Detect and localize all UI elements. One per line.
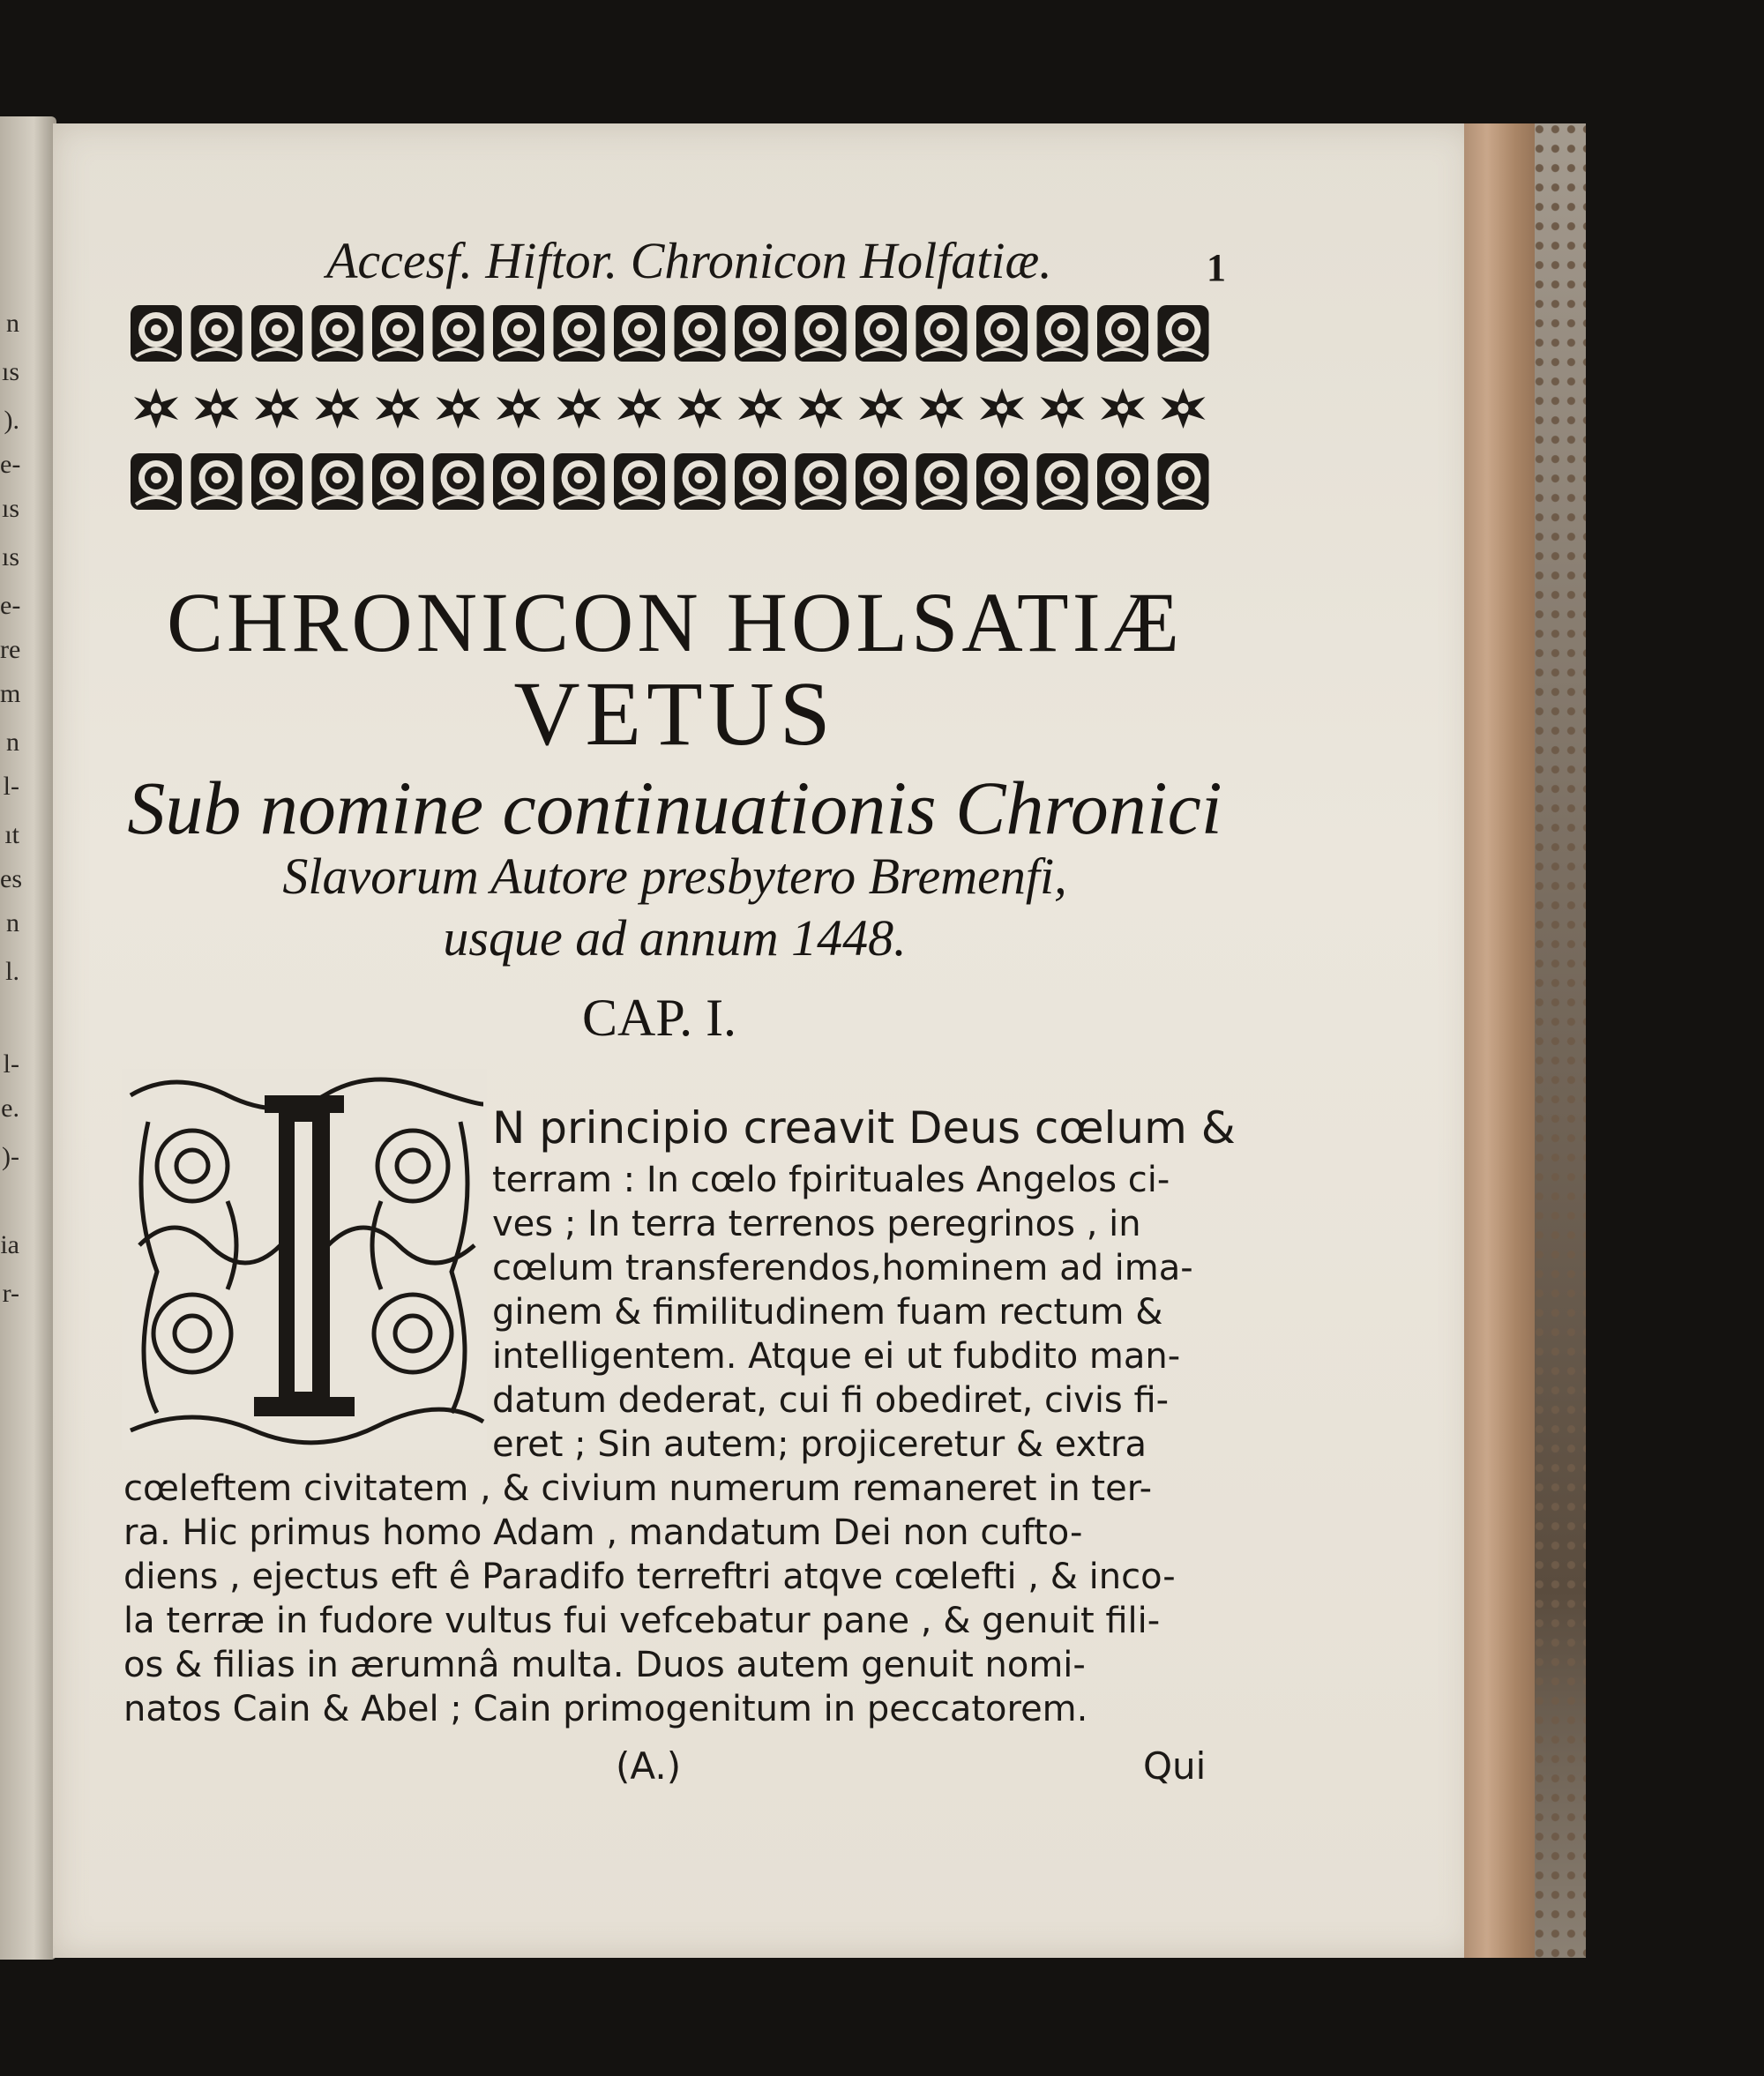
body-line: cœlum transferendos,hominem ad ima- (492, 1248, 1193, 1288)
page-number: 1 (1207, 246, 1226, 289)
subtitle-line-1: Sub nomine continuationis Chronici (127, 765, 1222, 850)
flower-ornament (312, 305, 363, 362)
facing-page-fragment: ). (4, 406, 19, 435)
subtitle-line-3: usque ad annum 1448. (443, 909, 907, 967)
body-line: terram : In cœlo fpirituales Angelos ci- (492, 1160, 1170, 1200)
catchword: Qui (1143, 1744, 1207, 1788)
body-line: ginem & fimilitudinem fuam rectum & (492, 1292, 1163, 1333)
star-ornament (554, 386, 605, 429)
signature-mark: (A.) (616, 1744, 682, 1788)
flower-ornament (1097, 305, 1148, 362)
flower-ornament (1037, 305, 1088, 362)
flower-ornament (1158, 453, 1209, 510)
body-line: cœleftem civitatem , & civium numerum remaneret in ter- (123, 1468, 1153, 1509)
flower-ornament (433, 305, 484, 362)
flower-ornament (856, 305, 907, 362)
flower-ornament (191, 453, 243, 510)
running-head: Accesf. Hiftor. Chronicon Holfatiæ. (326, 232, 1052, 289)
facing-page-fragment: ıs (1, 357, 19, 386)
star-ornament (796, 386, 847, 429)
flower-ornament (735, 305, 786, 362)
facing-page-fragment: m (0, 679, 21, 708)
flower-ornament (916, 453, 968, 510)
facing-page-fragment: ıt (4, 820, 19, 849)
star-ornament (1097, 386, 1148, 429)
star-ornament (1158, 386, 1209, 429)
flower-ornament (675, 305, 726, 362)
body-line: ves ; In terra terrenos peregrinos , in (492, 1204, 1141, 1244)
flower-ornament (1037, 453, 1088, 510)
facing-page-fragment: r- (2, 1279, 19, 1308)
flower-ornament (251, 305, 303, 362)
facing-page-fragment: l. (5, 957, 19, 986)
star-ornament (1037, 386, 1088, 429)
facing-page-fragment: n (6, 908, 19, 937)
facing-page-fragment: n (6, 309, 19, 338)
facing-page-edge (0, 116, 56, 1960)
title-line-1: CHRONICON HOLSATIÆ (166, 575, 1184, 669)
facing-page-fragment: re (0, 635, 21, 664)
facing-page-fragment: ia (0, 1230, 19, 1259)
flower-ornament (372, 305, 423, 362)
title-line-2: VETUS (513, 663, 836, 765)
chapter-heading: CAP. I. (582, 989, 737, 1047)
facing-page-fragment: l- (3, 772, 19, 801)
body-line: eret ; Sin autem; projiceretur & extra (492, 1424, 1147, 1465)
star-ornament (493, 386, 544, 429)
flower-ornament (372, 453, 423, 510)
star-ornament (312, 386, 363, 429)
flower-ornament (1158, 305, 1209, 362)
body-line: N principio creavit Deus cœlum & (492, 1102, 1236, 1154)
body-line: la terræ in fudore vultus fui vefcebatur pane , & genuit fili- (123, 1601, 1161, 1641)
star-ornament (976, 386, 1028, 429)
flower-ornament (493, 453, 544, 510)
star-ornament (372, 386, 423, 429)
star-ornament (735, 386, 786, 429)
facing-page-fragment: e. (1, 1094, 19, 1123)
flower-ornament (916, 305, 968, 362)
body-line: os & filias in ærumnâ multa. Duos autem genuit nomi- (123, 1645, 1086, 1685)
flower-ornament (614, 305, 665, 362)
facing-page-fragment: ıs (1, 494, 19, 523)
flower-ornament (191, 305, 243, 362)
facing-page-fragment: n (6, 728, 19, 757)
subtitle-line-2: Slavorum Autore presbytero Bremenfi, (282, 848, 1067, 905)
facing-page-fragment: e- (0, 450, 21, 479)
facing-page-fragment: e- (0, 591, 21, 620)
flower-ornament (131, 305, 182, 362)
facing-page-fragment: ıs (1, 542, 19, 571)
flower-ornament (976, 305, 1028, 362)
decorated-initial-I (122, 1069, 487, 1450)
flower-ornament (856, 453, 907, 510)
body-line: natos Cain & Abel ; Cain primogenitum in peccatorem. (123, 1689, 1088, 1729)
flower-ornament (433, 453, 484, 510)
flower-ornament (493, 305, 544, 362)
star-ornament (433, 386, 484, 429)
flower-ornament (1097, 453, 1148, 510)
star-ornament (856, 386, 907, 429)
flower-ornament (131, 453, 182, 510)
flower-ornament (614, 453, 665, 510)
facing-page-fragment: )- (2, 1142, 19, 1171)
flower-ornament (554, 305, 605, 362)
star-ornament (251, 386, 303, 429)
flower-ornament (554, 453, 605, 510)
flower-ornament (976, 453, 1028, 510)
body-line: intelligentem. Atque ei ut fubdito man- (492, 1336, 1181, 1377)
floral-ornament-band (129, 303, 1219, 526)
flower-ornament (796, 305, 847, 362)
flower-ornament (251, 453, 303, 510)
binding-board (1535, 123, 1586, 1958)
flower-ornament (675, 453, 726, 510)
body-line: datum dederat, cui fi obediret, civis fi- (492, 1380, 1170, 1421)
flower-ornament (312, 453, 363, 510)
body-line: ra. Hic primus homo Adam , mandatum Dei non cufto- (123, 1512, 1083, 1553)
body-line: diens , ejectus eft ê Paradifo terreftri atqve cœlefti , & inco- (123, 1557, 1176, 1597)
star-ornament (675, 386, 726, 429)
facing-page-fragment: l- (3, 1049, 19, 1079)
star-ornament (191, 386, 243, 429)
flower-ornament (796, 453, 847, 510)
star-ornament (614, 386, 665, 429)
star-ornament (916, 386, 968, 429)
flower-ornament (735, 453, 786, 510)
facing-page-fragment: es (0, 864, 22, 893)
star-ornament (131, 386, 182, 429)
